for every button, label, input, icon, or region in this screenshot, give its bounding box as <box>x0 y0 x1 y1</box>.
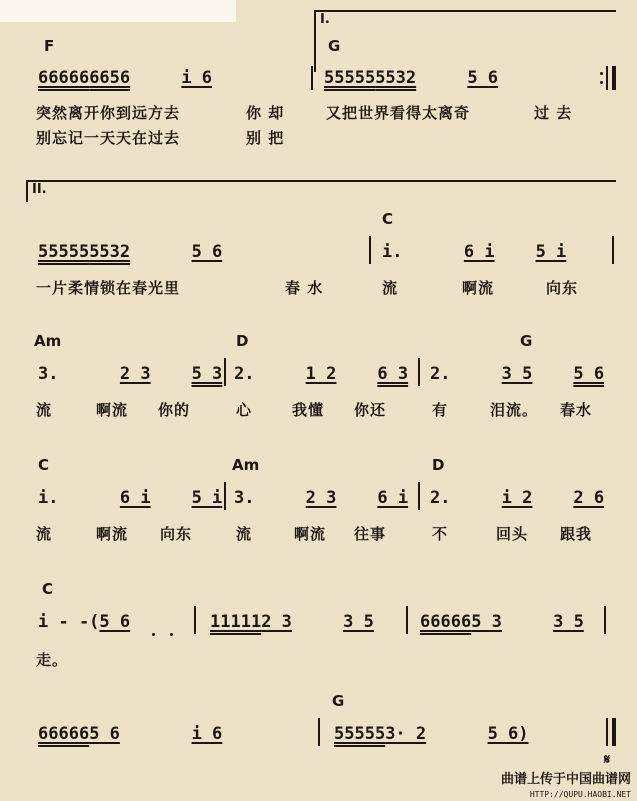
notes-r3-m2: 2. 1 2 6 3 <box>234 364 409 384</box>
lyric-r1-a: 突然离开你到远方去 <box>36 104 181 122</box>
lyric-r3-e: 我懂 <box>292 401 325 419</box>
repeat-barline-thick <box>612 66 616 90</box>
lyric-r1-c: 又把世界看得太离奇 <box>326 104 471 122</box>
lyric-r1-verse2-b: 别 把 <box>246 129 285 147</box>
lyric-r4-g: 不 <box>432 525 449 543</box>
chord-g: G <box>520 332 533 350</box>
barline <box>604 606 606 634</box>
lyric-r3-g: 有 <box>432 401 449 419</box>
barline <box>194 606 196 634</box>
lyric-r4-e: 啊流 <box>294 525 327 543</box>
barline <box>224 358 226 386</box>
notes-r4-m2: 3. 2 3 6 i <box>234 488 409 508</box>
lyric-r4-i: 跟我 <box>560 525 593 543</box>
final-barline-thick <box>612 718 616 746</box>
barline <box>311 66 313 90</box>
notes-r6-m2: 555553· 2 5 6) <box>334 724 529 744</box>
barline <box>369 236 371 264</box>
chord-d: D <box>236 332 249 350</box>
barline <box>224 482 226 510</box>
notes-r6-m1: 666665 6 i 6 <box>38 724 223 744</box>
lyric-r3-h: 泪流。 <box>490 401 539 419</box>
lyric-r2-a: 一片柔情锁在春光里 <box>36 279 181 297</box>
repeat-dot <box>600 72 603 75</box>
barline <box>418 482 420 510</box>
chord-f: F <box>44 37 55 55</box>
lyric-r4-a: 流 <box>36 525 53 543</box>
volta-second-label: II. <box>32 182 47 197</box>
blank-corner <box>0 0 236 22</box>
notes-r1-m2: 555555532 5 6 <box>324 68 499 88</box>
lyric-r2-e: 向东 <box>546 279 579 297</box>
low-octave-dot <box>170 633 173 636</box>
lyric-r4-h: 回头 <box>496 525 529 543</box>
chord-g: G <box>328 37 341 55</box>
lyric-r1-b: 你 却 <box>246 104 285 122</box>
notes-r5-m1: i - -(5 6 <box>38 612 131 632</box>
watermark-site: 曲谱上传于中国曲谱网 <box>500 772 631 787</box>
notes-r4-m1: i. 6 i 5 i <box>38 488 223 508</box>
chord-g: G <box>332 692 345 710</box>
chord-c: C <box>38 456 50 474</box>
chord-c: C <box>42 580 54 598</box>
volta-first-bracket <box>314 10 616 72</box>
lyric-r3-b: 啊流 <box>96 401 129 419</box>
lyric-r3-c: 你的 <box>158 401 191 419</box>
repeat-dot <box>600 81 603 84</box>
barline <box>406 606 408 634</box>
notes-r3-m3: 2. 3 5 5 6 <box>430 364 605 384</box>
lyric-r2-b: 春 水 <box>285 279 324 297</box>
watermark-url: HTTP://QUPU.HAOBI.NET <box>529 790 631 799</box>
chord-am: Am <box>232 456 260 474</box>
chord-c: C <box>382 210 394 228</box>
notes-r5-m3: 666665 3 3 5 <box>420 612 584 632</box>
lyric-r2-d: 啊流 <box>462 279 495 297</box>
barline <box>418 358 420 386</box>
lyric-r2-c: 流 <box>382 279 399 297</box>
segno-icon: 𝄋 <box>604 752 611 768</box>
low-octave-dot <box>152 633 155 636</box>
lyric-r4-d: 流 <box>236 525 253 543</box>
lyric-r3-i: 春水 <box>560 401 593 419</box>
lyric-r5-a: 走。 <box>36 651 69 669</box>
notes-r1-m1: 666666656 i 6 <box>38 68 213 88</box>
lyric-r4-f: 往事 <box>354 525 387 543</box>
barline <box>612 236 614 264</box>
volta-first-label: I. <box>320 12 330 27</box>
notes-r3-m1: 3. 2 3 5 3 <box>38 364 223 384</box>
lyric-r3-d: 心 <box>236 401 253 419</box>
lyric-r4-c: 向东 <box>160 525 193 543</box>
lyric-r1-verse2-a: 别忘记一天天在过去 <box>36 129 181 147</box>
lyric-r4-b: 啊流 <box>96 525 129 543</box>
chord-d: D <box>432 456 445 474</box>
barline <box>318 718 320 746</box>
chord-am: Am <box>34 332 62 350</box>
volta-second-bracket <box>26 180 616 202</box>
notes-r4-m3: 2. i 2 2 6 <box>430 488 605 508</box>
lyric-r3-f: 你还 <box>354 401 387 419</box>
repeat-barline-thin <box>606 66 608 90</box>
notes-r2-m2: i. 6 i 5 i <box>382 242 567 262</box>
lyric-r3-a: 流 <box>36 401 53 419</box>
notes-r2-m1: 555555532 5 6 <box>38 242 223 262</box>
notes-r5-m2: 111112 3 3 5 <box>210 612 374 632</box>
final-barline-thin <box>606 718 608 746</box>
lyric-r1-d: 过 去 <box>534 104 573 122</box>
